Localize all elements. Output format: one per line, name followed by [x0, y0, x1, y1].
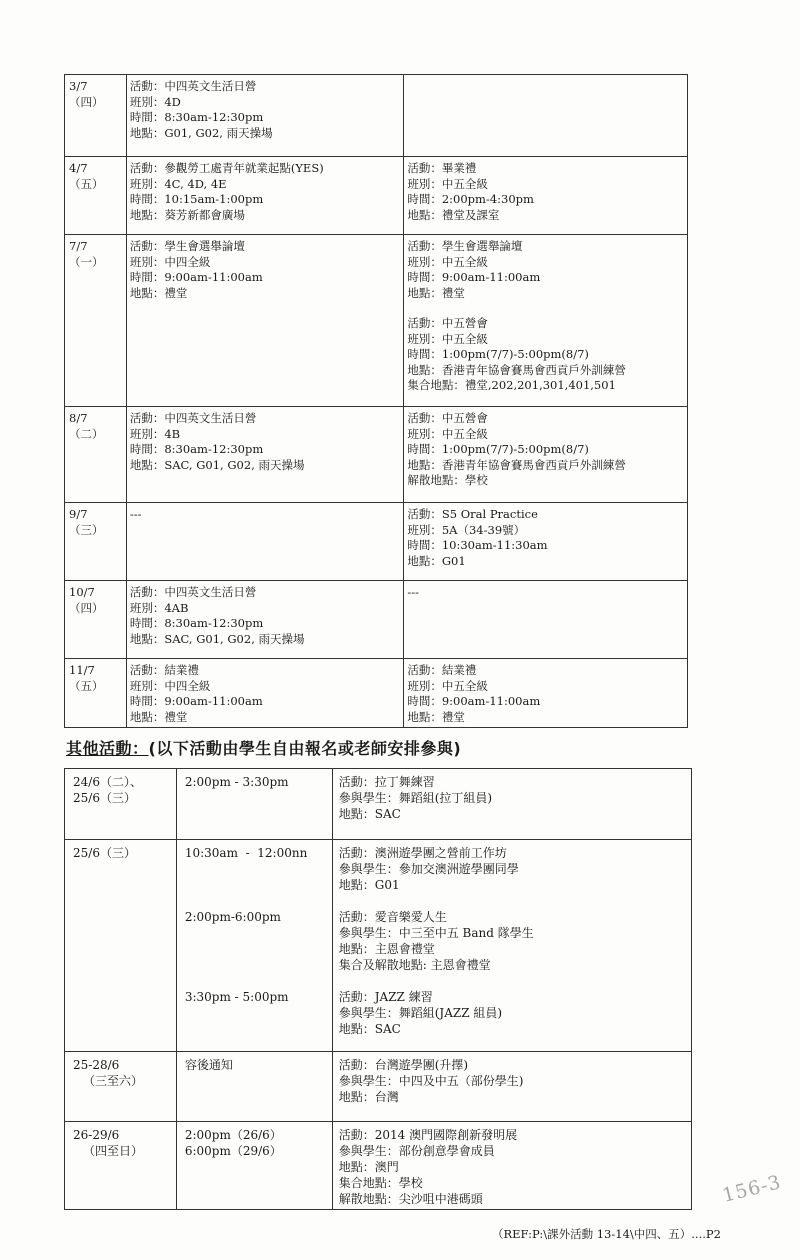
form5-activity: 活動：中五營會 班別：中五全級 時間：1:00pm(7/7)-5:00pm(8/7) 地點：香港青年協會賽馬會西貢戶外訓練營 解散地點：學校 — [404, 407, 688, 503]
date-cell — [65, 235, 127, 407]
form5-activity: --- — [404, 581, 688, 659]
activity-cell: 活動：台灣遊學團(升擇) 參與學生：中四及中五（部份學生) 地點：台灣 — [332, 1052, 691, 1122]
other-activities-heading — [66, 736, 461, 759]
date: 9/7 — [69, 507, 88, 521]
time-cell: 10:30am - 12:00nn 2:00pm-6:00pm 3:30pm - 5:00pm — [176, 840, 332, 1052]
schedule-row — [65, 407, 688, 503]
form5-activity — [404, 75, 688, 157]
weekday: （五） — [69, 678, 104, 693]
activity-cell: 活動：澳洲遊學團之營前工作坊 參與學生：參加交澳洲遊學團同學 地點：G01 活動：愛音樂愛人生 參與學生：中三至中五 Band 隊學生 地點：主恩會禮堂 集合及解散地點: 主恩會禮堂 活動：JAZZ 練習 參與學生：舞蹈組(JAZZ 組員) 地點：SAC — [332, 840, 691, 1052]
handwritten-note: 156-3 — [720, 1171, 784, 1207]
weekday: （三） — [69, 522, 104, 537]
time-cell: 2:00pm - 3:30pm — [176, 769, 332, 840]
weekday: （四） — [69, 94, 104, 109]
heading-note: (以下活動由學生自由報名或老師安排參與) — [148, 739, 462, 758]
date: 8/7 — [69, 411, 88, 425]
schedule-row — [65, 235, 688, 407]
form4-activity: 活動：結業禮 班別：中四全級 時間：9:00am-11:00am 地點：禮堂 — [126, 659, 404, 728]
schedule-row — [65, 503, 688, 581]
form4-activity: 活動：學生會選舉論壇 班別：中四全級 時間：9:00am-11:00am 地點：禮堂 — [126, 235, 404, 407]
form4-activity: --- — [126, 503, 404, 581]
weekday: （二） — [69, 426, 104, 441]
form5-activity: 活動：畢業禮 班別：中五全級 時間：2:00pm-4:30pm 地點：禮堂及課室 — [404, 157, 688, 235]
date-cell — [65, 581, 127, 659]
date-cell — [65, 503, 127, 581]
footer-reference: （REF:P:\課外活動 13-14\中四、五）....P2 — [492, 1227, 721, 1241]
date-cell: 25/6（三） — [65, 840, 177, 1052]
other-activity-row — [65, 1052, 692, 1122]
other-activity-row — [65, 1122, 692, 1210]
schedule-table — [64, 74, 688, 728]
weekday: （五） — [69, 176, 104, 191]
form5-activity: 活動：結業禮 班別：中五全級 時間：9:00am-11:00am 地點：禮堂 — [404, 659, 688, 728]
date: 11/7 — [69, 663, 95, 677]
form5-activity: 活動：學生會選舉論壇 班別：中五全級 時間：9:00am-11:00am 地點：禮堂 活動：中五營會 班別：中五全級 時間：1:00pm(7/7)-5:00pm(8/7) 地點：香港青年協會賽馬會西貢戶外訓練營 集合地點：禮堂,202,201,301,401,501 — [404, 235, 688, 407]
date-cell: 25-28/6 （三至六） — [65, 1052, 177, 1122]
form4-activity: 活動：中四英文生活日營 班別：4D 時間：8:30am-12:30pm 地點：G01, G02, 雨天操場 — [126, 75, 404, 157]
form4-activity: 活動：參觀勞工處青年就業起點(YES) 班別：4C, 4D, 4E 時間：10:15am-1:00pm 地點：葵芳新都會廣場 — [126, 157, 404, 235]
date-cell — [65, 659, 127, 728]
schedule-row — [65, 581, 688, 659]
heading-prefix: 其他活動： — [66, 739, 149, 758]
date-cell: 24/6（二）、 25/6（三） — [65, 769, 177, 840]
weekday: （四） — [69, 600, 104, 615]
date-cell — [65, 407, 127, 503]
date: 7/7 — [69, 239, 88, 253]
date: 10/7 — [69, 585, 95, 599]
schedule-row — [65, 659, 688, 728]
schedule-row — [65, 157, 688, 235]
schedule-row — [65, 75, 688, 157]
form4-activity: 活動：中四英文生活日營 班別：4B 時間：8:30am-12:30pm 地點：SAC, G01, G02, 雨天操場 — [126, 407, 404, 503]
weekday: （一） — [69, 254, 104, 269]
other-activities-table — [64, 768, 692, 1210]
date-cell — [65, 157, 127, 235]
time-cell: 容後通知 — [176, 1052, 332, 1122]
other-activity-row — [65, 840, 692, 1052]
activity-cell: 活動：拉丁舞練習 參與學生：舞蹈組(拉丁組員) 地點：SAC — [332, 769, 691, 840]
date-cell: 26-29/6 （四至日） — [65, 1122, 177, 1210]
date: 4/7 — [69, 161, 88, 175]
activity-cell: 活動：2014 澳門國際創新發明展 參與學生：部份創意學會成員 地點：澳門 集合地點：學校 解散地點：尖沙咀中港碼頭 — [332, 1122, 691, 1210]
form5-activity: 活動：S5 Oral Practice 班別：5A（34-39號） 時間：10:30am-11:30am 地點：G01 — [404, 503, 688, 581]
other-activity-row — [65, 769, 692, 840]
time-cell: 2:00pm（26/6） 6:00pm（29/6） — [176, 1122, 332, 1210]
date-cell — [65, 75, 127, 157]
date: 3/7 — [69, 79, 88, 93]
form4-activity: 活動：中四英文生活日營 班別：4AB 時間：8:30am-12:30pm 地點：SAC, G01, G02, 雨天操場 — [126, 581, 404, 659]
